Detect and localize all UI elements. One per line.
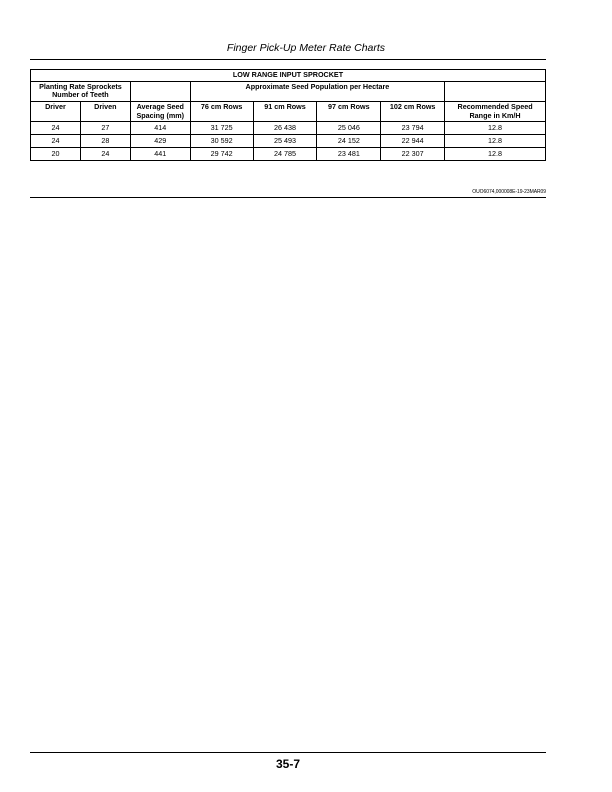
top-divider (30, 59, 546, 60)
table-cell: 24 (80, 148, 130, 161)
table-cell: 20 (31, 148, 81, 161)
column-header: 102 cm Rows (381, 101, 445, 121)
table-cell: 441 (130, 148, 190, 161)
column-header: Driven (80, 101, 130, 121)
table-cell: 12.8 (445, 122, 546, 135)
column-header: Recommended Speed Range in Km/H (445, 101, 546, 121)
table-title: LOW RANGE INPUT SPROCKET (31, 70, 546, 82)
sprockets-group-header: Planting Rate Sprockets Number of Teeth (31, 81, 131, 101)
table-cell: 12.8 (445, 148, 546, 161)
table-cell: 25 046 (317, 122, 381, 135)
section-divider (30, 197, 546, 198)
table-row (31, 122, 546, 135)
column-header-row (31, 101, 546, 121)
empty-group-cell (130, 81, 190, 101)
column-header: Driver (31, 101, 81, 121)
reference-code: OUO6074,000008E-19-23MAR09 (472, 189, 546, 195)
table-cell: 29 742 (190, 148, 253, 161)
column-header: 97 cm Rows (317, 101, 381, 121)
column-header: 76 cm Rows (190, 101, 253, 121)
page-number: 35-7 (275, 757, 301, 771)
table-row (31, 148, 546, 161)
table-cell: 25 493 (253, 135, 317, 148)
table-cell: 24 152 (317, 135, 381, 148)
table-cell: 24 (31, 122, 81, 135)
table-cell: 414 (130, 122, 190, 135)
table-row (31, 135, 546, 148)
column-header: Average Seed Spacing (mm) (130, 101, 190, 121)
rate-chart-table (30, 69, 546, 161)
table-cell: 24 785 (253, 148, 317, 161)
table-cell: 429 (130, 135, 190, 148)
page-title: Finger Pick-Up Meter Rate Charts (226, 42, 386, 54)
column-header: 91 cm Rows (253, 101, 317, 121)
table-cell: 27 (80, 122, 130, 135)
footer-divider (30, 752, 546, 753)
table-cell: 31 725 (190, 122, 253, 135)
table-cell: 22 307 (381, 148, 445, 161)
population-group-header: Approximate Seed Population per Hectare (190, 81, 444, 101)
table-cell: 12.8 (445, 135, 546, 148)
table-cell: 28 (80, 135, 130, 148)
table-cell: 22 944 (381, 135, 445, 148)
table-cell: 23 794 (381, 122, 445, 135)
table-cell: 30 592 (190, 135, 253, 148)
table-cell: 24 (31, 135, 81, 148)
table-cell: 26 438 (253, 122, 317, 135)
empty-group-cell (445, 81, 546, 101)
table-cell: 23 481 (317, 148, 381, 161)
